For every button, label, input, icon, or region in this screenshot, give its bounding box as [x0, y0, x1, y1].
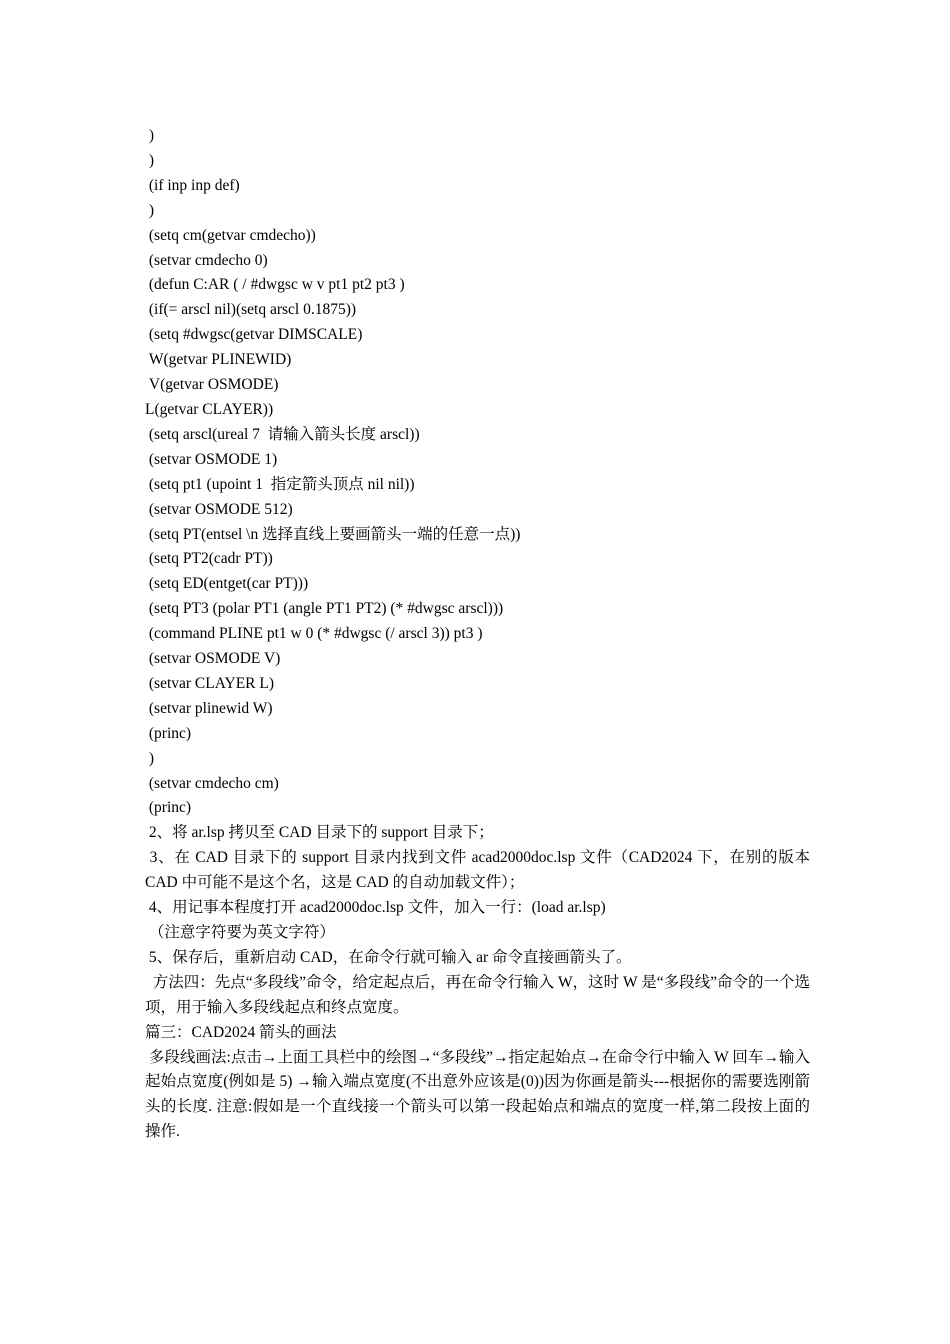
code-line: (command PLINE pt1 w 0 (* #dwgsc (/ arscl 3)) pt3 )	[145, 625, 483, 643]
code-line: (princ)	[145, 799, 192, 817]
code-line: (setvar cmdecho cm)	[145, 774, 279, 792]
step-4-paragraph: 4、用记事本程度打开 acad2000doc.lsp 文件，加入一行：(load ar.lsp)	[145, 899, 606, 917]
code-line: )	[145, 151, 155, 169]
code-line: (setvar plinewid W)	[145, 699, 273, 717]
code-line: (setq ED(entget(car PT)))	[145, 575, 309, 593]
code-line: (setvar OSMODE 1)	[145, 450, 278, 468]
code-line: (if inp inp def)	[145, 176, 240, 194]
code-line: (princ)	[145, 724, 192, 742]
code-line: (setq PT(entsel \n 选择直线上要画箭头一端的任意一点))	[145, 525, 521, 543]
document-body	[145, 124, 814, 1145]
code-line: (setq #dwgsc(getvar DIMSCALE)	[145, 326, 363, 344]
step-3-paragraph: 3、在 CAD 目录下的 support 目录内找到文件 acad2000doc.lsp 文件（CAD2024 下，在别的版本 CAD 中可能不是这个名，这是 CAD 的自动加载文件）；	[145, 849, 814, 892]
code-line: (setq pt1 (upoint 1 指定箭头顶点 nil nil))	[145, 475, 415, 493]
code-line: (setq PT2(cadr PT))	[145, 550, 273, 568]
code-line: )	[145, 201, 155, 219]
code-line: )	[145, 127, 155, 144]
code-line: (defun C:AR ( / #dwgsc w v pt1 pt2 pt3 )	[145, 276, 405, 294]
step-5-paragraph: 5、保存后，重新启动 CAD，在命令行就可输入 ar 命令直接画箭头了。	[145, 948, 632, 966]
method-four-paragraph: 方法四：先点“多段线”命令，给定起点后，再在命令行输入 W，这时 W 是“多段线”命令的一个选项，用于输入多段线起点和终点宽度。	[145, 973, 810, 1016]
code-line: W(getvar PLINEWID)	[145, 351, 292, 369]
code-line: (setq cm(getvar cmdecho))	[145, 226, 316, 244]
code-line: (setvar OSMODE V)	[145, 650, 281, 668]
code-line: (setq PT3 (polar PT1 (angle PT1 PT2) (* #dwgsc arscl)))	[145, 600, 504, 618]
code-line: (setvar CLAYER L)	[145, 674, 275, 692]
section-heading: 篇三：CAD2024 箭头的画法	[145, 1023, 337, 1041]
code-line: (setvar cmdecho 0)	[145, 251, 268, 269]
code-line: (setq arscl(ureal 7 请输入箭头长度 arscl))	[145, 425, 420, 443]
code-line: V(getvar OSMODE)	[145, 376, 279, 394]
note-paragraph: （注意字符要为英文字符）	[145, 924, 335, 941]
step-2-paragraph: 2、将 ar.lsp 拷贝至 CAD 目录下的 support 目录下；	[145, 824, 494, 842]
code-line: )	[145, 749, 155, 767]
code-line: (setvar OSMODE 512)	[145, 500, 293, 518]
code-line: L(getvar CLAYER))	[145, 400, 274, 418]
polyline-method-paragraph: 多段线画法:点击→上面工具栏中的绘图→“多段线”→指定起始点→在命令行中输入 W 回车→输入起始点宽度(例如是 5) →输入端点宽度(不出意外应该是(0))因为你画是箭头---根据你的需要选刚箭头的长度. 注意:假如是一个直线接一个箭头可以第一段起始点和端点的宽度一样,第二段按上面的操作.	[145, 1048, 811, 1141]
code-line: (if(= arscl nil)(setq arscl 0.1875))	[145, 301, 357, 319]
